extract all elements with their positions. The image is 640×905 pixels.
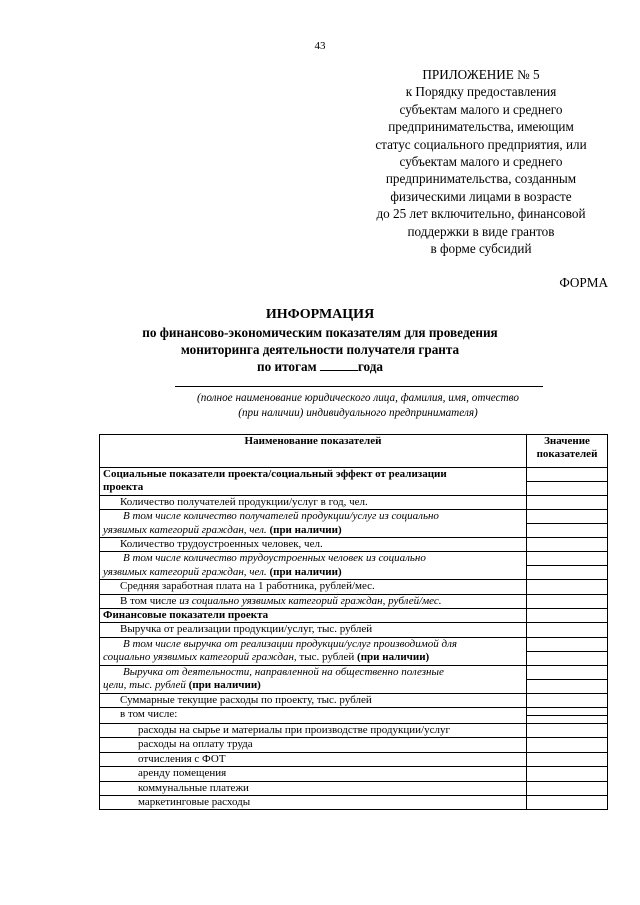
appendix-line: статус социального предприятия, или (375, 136, 587, 152)
page-number: 43 (314, 40, 326, 52)
value-cell[interactable] (527, 495, 608, 509)
row-label: В том числе из социально уязвимых категорий граждан, рублей/мес. (100, 594, 527, 608)
row-label-line: В том числе выручка от реализации продукции/услуг производимой для (123, 637, 457, 650)
value-cell[interactable] (527, 767, 608, 781)
table-row (100, 752, 608, 766)
entity-name-field-line[interactable] (175, 386, 543, 387)
value-cell[interactable] (527, 594, 608, 608)
row-label-line: уязвимых категорий граждан, чел. (при наличии) (103, 523, 342, 536)
table-row (100, 637, 608, 665)
subtitle-line-3 (0, 358, 640, 375)
row-label-line: В том числе количество трудоустроенных человек из социально (123, 552, 426, 565)
caption-line-2: (при наличии) индивидуального предпринимателя) (238, 407, 478, 419)
row-label-line: Выручка от деятельности, направленной на общественно полезные (123, 665, 444, 678)
page-title: ИНФОРМАЦИЯ (265, 307, 375, 322)
row-label: коммунальные платежи (100, 781, 527, 795)
row-label (100, 510, 527, 538)
table-row (100, 623, 608, 637)
table-row (100, 538, 608, 552)
value-cell[interactable] (527, 795, 608, 809)
row-label: расходы на сырье и материалы при производстве продукции/услуг (100, 723, 527, 737)
table-row (100, 552, 608, 580)
row-label: Средняя заработная плата на 1 работника, рублей/мес. (100, 580, 527, 594)
appendix-line: физическими лицами в возрасте (390, 188, 572, 204)
subtitle-line-1: по финансово-экономическим показателям для проведения (142, 325, 498, 340)
row-label (100, 552, 527, 580)
appendix-line: в форме субсидий (430, 241, 532, 257)
row-label-line: цели, тыс. рублей (при наличии) (103, 679, 261, 692)
value-cell[interactable] (527, 609, 608, 623)
table-row (100, 707, 608, 723)
value-cell[interactable] (527, 580, 608, 594)
table-row (100, 495, 608, 509)
header-indicator-name: Наименование показателей (100, 435, 527, 468)
row-label-line: социально уязвимых категорий граждан, тыс. рублей (при наличии) (103, 651, 430, 664)
appendix-line: поддержки в виде грантов (407, 223, 555, 239)
row-label: Количество получателей продукции/услуг в год, чел. (100, 495, 527, 509)
row-label (100, 468, 527, 496)
row-label-line: проекта (103, 481, 144, 494)
appendix-line: предпринимательства, созданным (385, 171, 577, 187)
value-cell[interactable] (527, 693, 608, 707)
value-cell[interactable] (527, 723, 608, 737)
value-cell[interactable] (527, 665, 608, 693)
value-cell[interactable] (527, 510, 608, 538)
appendix-line: до 25 лет включительно, финансовой (376, 206, 586, 222)
table-row (100, 738, 608, 752)
table-row (100, 594, 608, 608)
table-row (100, 468, 608, 496)
value-cell[interactable] (527, 752, 608, 766)
row-label: в том числе: (100, 707, 527, 723)
form-label: ФОРМА (559, 275, 608, 290)
row-label: Количество трудоустроенных человек, чел. (100, 538, 527, 552)
table-row (100, 665, 608, 693)
header-value-line-1: Значение (544, 435, 590, 447)
period-prefix: по итогам (257, 359, 320, 375)
row-label-line: В том числе количество получателей продукции/услуг из социально (123, 510, 439, 523)
title-block (0, 306, 640, 376)
table-row (100, 723, 608, 737)
value-cell[interactable] (527, 781, 608, 795)
table-header-row (100, 435, 608, 468)
appendix-line: предпринимательства, имеющим (388, 119, 574, 135)
row-label-line: Социальные показатели проекта/социальный эффект от реализации (103, 468, 447, 480)
row-label: аренду помещения (100, 767, 527, 781)
row-label (100, 665, 527, 693)
indicators-table (99, 434, 608, 810)
table-row (100, 510, 608, 538)
period-suffix: года (357, 359, 383, 375)
appendix-line: субъектам малого и среднего (399, 154, 563, 170)
appendix-line: субъектам малого и среднего (399, 101, 563, 117)
page-subtitle (0, 324, 640, 376)
table-row (100, 767, 608, 781)
header-value-line-2: показателей (536, 448, 598, 461)
row-label: Выручка от реализации продукции/услуг, тыс. рублей (100, 623, 527, 637)
appendix-block (345, 66, 617, 257)
caption-line-1: (полное наименование юридического лица, фамилия, имя, отчество (197, 392, 519, 404)
row-label: отчисления с ФОТ (100, 752, 527, 766)
year-blank-field[interactable] (320, 359, 358, 371)
value-cell[interactable] (527, 738, 608, 752)
appendix-line: к Порядку предоставления (405, 84, 557, 100)
table-row (100, 609, 608, 623)
header-indicator-value (527, 435, 608, 468)
row-label-line: уязвимых категорий граждан, чел. (при наличии) (103, 565, 342, 578)
table-row (100, 580, 608, 594)
value-cell[interactable] (527, 707, 608, 723)
value-cell[interactable] (527, 637, 608, 665)
value-cell[interactable] (527, 552, 608, 580)
row-label: Суммарные текущие расходы по проекту, тыс. рублей (100, 693, 527, 707)
row-label (100, 637, 527, 665)
entity-name-caption (120, 391, 596, 421)
row-label: Финансовые показатели проекта (100, 609, 527, 623)
value-cell[interactable] (527, 538, 608, 552)
appendix-line: ПРИЛОЖЕНИЕ № 5 (422, 67, 540, 82)
table-row (100, 781, 608, 795)
table-row (100, 693, 608, 707)
value-cell[interactable] (527, 468, 608, 496)
subtitle-line-2: мониторинга деятельности получателя гранта (180, 342, 460, 358)
row-label: расходы на оплату труда (100, 738, 527, 752)
value-cell[interactable] (527, 623, 608, 637)
row-label: маркетинговые расходы (100, 795, 527, 809)
table-row (100, 795, 608, 809)
